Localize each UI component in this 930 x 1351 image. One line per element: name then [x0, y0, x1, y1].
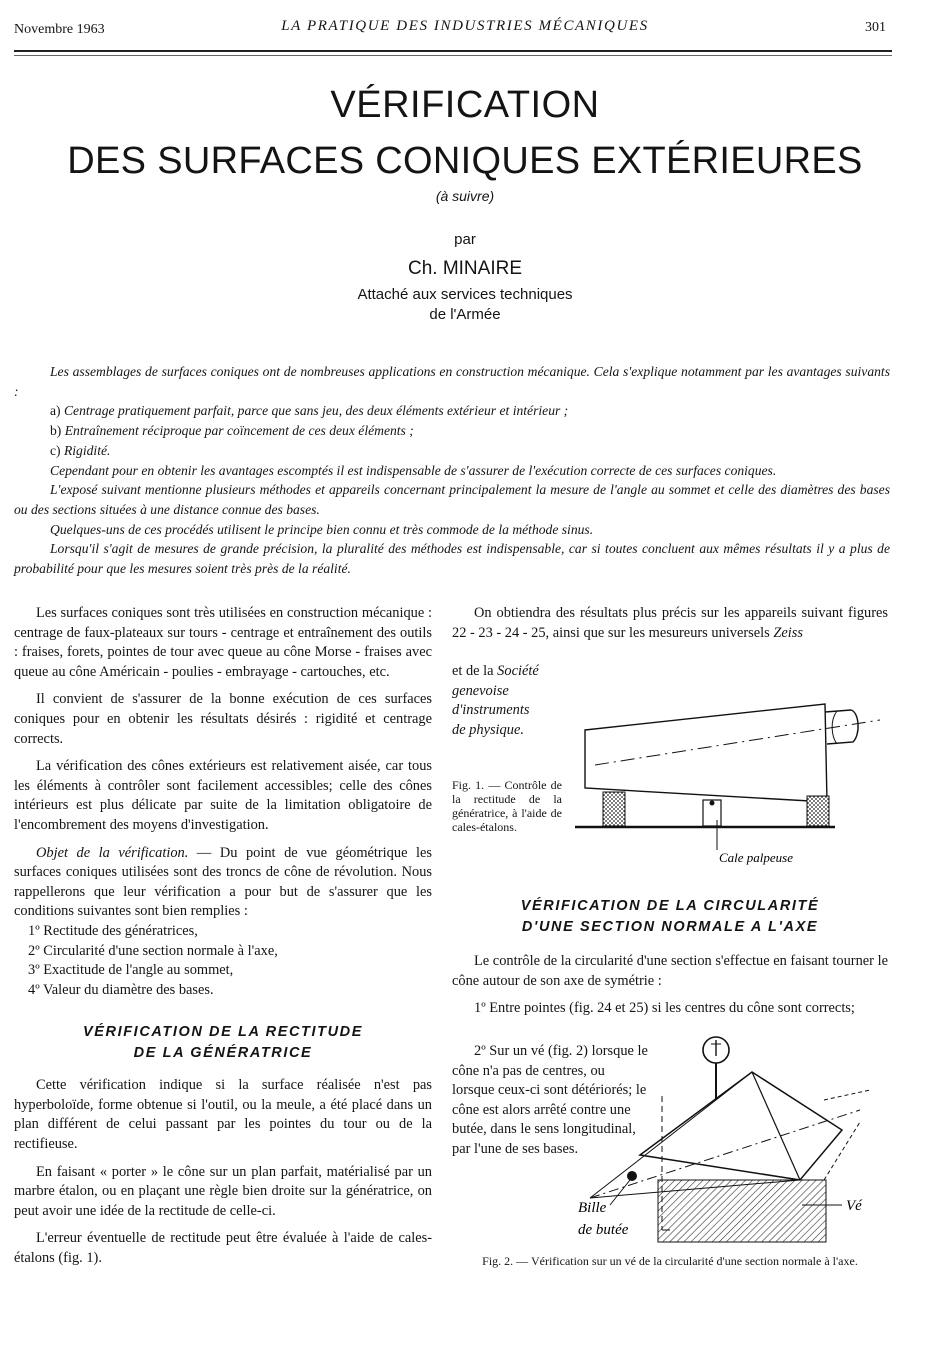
- figure-1-label: Cale palpeuse: [719, 850, 794, 865]
- figure-1-caption: Fig. 1. — Contrôle de la rectitude de la génératrice, à l'aide de cales-étalons.: [452, 778, 562, 834]
- list-item: 1º Rectitude des génératrices,: [28, 922, 198, 939]
- figure-2-label-vee: Vé: [846, 1198, 862, 1214]
- page-number: 301: [865, 20, 886, 35]
- stop-ball: [627, 1171, 637, 1181]
- abstract-item-a: a) Centrage pratiquement parfait, parce que sans jeu, des deux éléments extérieur et intérieur ;: [50, 403, 569, 419]
- gauge-block-right: [807, 796, 829, 826]
- abstract-item-c: c) Rigidité.: [50, 442, 111, 458]
- body-paragraph: La vérification des cônes extérieurs est relativement aisée, car tous les éléments à contrôler sont facilement accessibles; celle des cônes intérieurs est plus délicate par suite de la limitation obligatoire de l'encombrement des moyens d'investigation.: [14, 758, 432, 833]
- article-title-line2: DES SURFACES CONIQUES EXTÉRIEURES: [67, 140, 863, 182]
- continued-note: (à suivre): [435, 188, 495, 204]
- header-rule: [14, 50, 892, 52]
- author-affiliation-line1: Attaché aux services techniques: [357, 286, 573, 303]
- vee-block: [658, 1180, 826, 1242]
- abstract-paragraph: Les assemblages de surfaces coniques ont de nombreuses applications en construction mécanique. Cela s'explique notamment par les avantages suivants :: [14, 364, 890, 399]
- abstract-item-b: b) Entraînement réciproque par coïncement de ces deux éléments ;: [50, 423, 414, 439]
- issue-date: Novembre 1963: [14, 22, 105, 37]
- body-paragraph: Les surfaces coniques sont très utilisées en construction mécanique : centrage de faux-plateaux sur tours - centrage et entraînement des outils : fraises, forets, pointes de tour avec queue au cône Morse - fraises avec queue au cône Américain - poulies - embrayage - cartouches, etc.: [14, 605, 432, 680]
- cone-shaft: [825, 710, 858, 744]
- figure-1-diagram: [575, 690, 887, 870]
- list-item: 4º Valeur du diamètre des bases.: [28, 981, 214, 998]
- author-affiliation-line2: de l'Armée: [429, 306, 501, 323]
- body-paragraph: En faisant « porter » le cône sur un plan parfait, matérialisé par un marbre étalon, ou en plaçant une règle bien droite sur la génératrice, on peut avoir une idée de la rectitude de celle-ci.: [14, 1163, 432, 1219]
- right-column-intro: [452, 604, 888, 643]
- section-heading: VÉRIFICATION DE LA CIRCULARITÉ D'UNE SECTION NORMALE A L'AXE: [520, 898, 820, 935]
- right-column-wrap: [452, 662, 544, 740]
- figure-2-label-ball: Bille: [578, 1200, 607, 1216]
- figure-2-caption: Fig. 2. — Vérification sur un vé de la circularité d'une section normale à l'axe.: [482, 1254, 858, 1268]
- article-title-line1: VÉRIFICATION: [330, 84, 600, 126]
- gauge-block-left: [603, 792, 625, 826]
- body-paragraph: 1º Entre pointes (fig. 24 et 25) si les centres du cône sont corrects;: [474, 1000, 855, 1017]
- run-in-heading: Objet de la vérification.: [36, 844, 189, 861]
- abstract-paragraph: Lorsqu'il s'agit de mesures de grande précision, la pluralité des méthodes est indispensable, car si toutes concluent aux mêmes résultats il y a plus de probabilité pour que les mesures soient très près de la réalité.: [14, 541, 890, 577]
- byline-par: par: [454, 231, 476, 248]
- figure-2-diagram: [570, 1030, 892, 1252]
- author-name: Ch. MINAIRE: [407, 258, 523, 279]
- list-item: 3º Exactitude de l'angle au sommet,: [28, 962, 234, 979]
- cone: [640, 1072, 842, 1180]
- body-paragraph-continued: et de la Société genevoise d'instruments de physique.: [452, 663, 539, 738]
- right-column-body: [452, 952, 888, 1019]
- cone-body: [585, 704, 827, 802]
- body-paragraph: On obtiendra des résultats plus précis sur les appareils suivant figures 22 - 23 - 24 - 25, ainsi que sur les mesureurs universels Zeiss: [452, 605, 888, 641]
- body-paragraph: Objet de la vérification. — Du point de vue géométrique les surfaces coniques utilisées sont des troncs de cône de révolution. Nous rappellerons que leur vérification a pour but de s'assurer que les conditions suivantes sont bien remplies :: [14, 844, 432, 920]
- figure-2-label-stop: de butée: [578, 1222, 629, 1238]
- list-item: 2º Circularité d'une section normale à l'axe,: [28, 942, 278, 959]
- abstract-paragraph: Cependant pour en obtenir les avantages escomptés il est indispensable de s'assurer de l'exécution correcte de ces surfaces coniques.: [50, 462, 777, 478]
- body-paragraph: L'erreur éventuelle de rectitude peut être évaluée à l'aide de cales-étalons (fig. 1).: [14, 1230, 432, 1267]
- body-paragraph: Il convient de s'assurer de la bonne exécution de ces surfaces coniques pour en obtenir les résultats désirés : rigidité et centrage corrects.: [14, 691, 432, 747]
- body-paragraph: 2º Sur un vé (fig. 2) lorsque le cône n'a pas de centres, ou lorsque ceux-ci sont détériorés; le cône est alors arrêté contre une butée, dans le sens longitudinal, par l'une de ses bases.: [452, 1043, 648, 1157]
- abstract-paragraph: L'exposé suivant mentionne plusieurs méthodes et appareils concernant principalement la mesure de l'angle au sommet et celle des diamètres des bases ou des sections situées à une distance connue des bases.: [14, 482, 890, 517]
- journal-title: LA PRATIQUE DES INDUSTRIES MÉCANIQUES: [281, 18, 649, 34]
- header-rule-thin: [14, 55, 892, 56]
- abstract-paragraph: Quelques-uns de ces procédés utilisent le principe bien connu et très commode de la méthode sinus.: [50, 521, 594, 537]
- body-paragraph: Le contrôle de la circularité d'une section s'effectue en faisant tourner le cône autour de son axe de symétrie :: [452, 953, 888, 989]
- abstract: [14, 362, 890, 579]
- body-paragraph: Cette vérification indique si la surface réalisée n'est pas hyperboloïde, forme obtenue si l'outil, ou la meule, a été placé dans un plan différent de celui passant par les pointes du tour ou de la rectifieuse.: [14, 1077, 432, 1153]
- left-column: [14, 604, 432, 1269]
- section-heading: VÉRIFICATION DE LA RECTITUDE DE LA GÉNÉRATRICE: [82, 1024, 364, 1062]
